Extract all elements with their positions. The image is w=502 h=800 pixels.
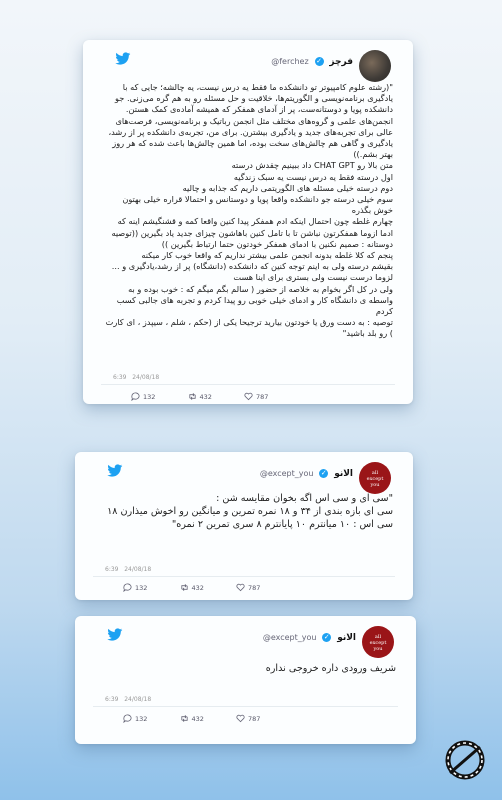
tweet-actions [123, 714, 290, 725]
avatar-text: you [370, 482, 380, 488]
user-info[interactable] [271, 57, 353, 67]
tweet-line: سی اس : ۱۰ میانترم ۱۰ پایانترم ۸ سری تمرین ۲ نمره" [171, 519, 393, 530]
divider [101, 384, 395, 385]
like-button[interactable] [244, 392, 268, 401]
tweet-header [107, 462, 391, 494]
reply-button[interactable] [131, 392, 155, 401]
twitter-bird-icon [107, 628, 123, 642]
tweet-header [107, 626, 394, 658]
tweet-line: بقیشم درسته ولی به اینم توجه کنین که دانشکده (دانشگاه) پر از رشد،یادگیری و ... لزوما درست نیست ولی بستری برای اینا هست [111, 261, 393, 283]
retweet-icon [180, 583, 189, 592]
reply-count: 132 [143, 392, 156, 401]
tweet-line: چهارم غلطه چون احتمال اینکه ادم همفکر پیدا کنین واقعا کمه و قشنگیشم اینه که ادما ازوما همفکرتون نباشن تا با تامل کنین باهاشون چیزای جدید یاد بگیرین ((توصیه دوستانه : صمیم نکنین با ادمای همفکر خودتون حتما ارتباط بگیرین )) [111, 216, 393, 249]
user-info[interactable] [260, 469, 353, 479]
user-handle: @except_you [259, 469, 314, 478]
reply-button[interactable] [123, 583, 147, 592]
channel-logo-icon [442, 737, 488, 783]
avatar[interactable] [359, 462, 391, 494]
avatar-text: you [373, 646, 383, 652]
tweet-text [95, 662, 396, 675]
retweet-icon [188, 392, 197, 401]
tweet-card[interactable] [75, 452, 413, 600]
divider [93, 706, 398, 707]
reply-icon [123, 583, 132, 592]
tweet-line: شریف ورودی داره خروجی نداره [265, 663, 396, 674]
user-name: الانو [337, 633, 356, 643]
retweet-icon [180, 714, 189, 723]
heart-icon [236, 583, 245, 592]
tweet-actions [131, 392, 298, 403]
tweet-line: سوم خیلی درسته جو دانشکده واقعا پویا و دوستانس و احتمالا قراره خیلی بهتون خوش بگذره [122, 194, 393, 216]
avatar[interactable] [362, 626, 394, 658]
reply-count: 132 [135, 714, 148, 723]
like-count: 787 [248, 714, 261, 723]
tweet-header [115, 50, 391, 82]
retweet-count: 432 [199, 392, 212, 401]
tweet-card[interactable] [75, 616, 416, 744]
reply-count: 132 [135, 583, 148, 592]
verified-badge-icon: ✓ [323, 633, 330, 641]
like-count: 787 [248, 583, 261, 592]
heart-icon [236, 714, 245, 723]
retweet-count: 432 [191, 583, 204, 592]
user-name: الانو [334, 469, 353, 479]
retweet-button[interactable] [180, 583, 204, 592]
avatar[interactable] [359, 50, 391, 82]
tweet-line: توصیه : به دست ورق یا خودتون بیارید ترجیحا یکی از (حکم ، شلم ، سیپدز ، ای کارت ) رو بلد باشید" [105, 317, 393, 339]
like-button[interactable] [236, 583, 260, 592]
tweet-line: اول درسته فقط یه درس نیست یه سبک زندگیه [233, 171, 393, 182]
tweet-card[interactable] [83, 40, 413, 404]
heart-icon [244, 392, 253, 401]
verified-badge-icon: ✓ [316, 57, 322, 65]
tweet-line: پنجم که کلا غلطه بدونه انجمن علمی بیشتر نداریم که واقعا خوب کار میکنه [141, 250, 393, 261]
retweet-button[interactable] [188, 392, 212, 401]
reply-icon [131, 392, 140, 401]
user-handle: @except_you [262, 633, 317, 642]
tweet-text [95, 492, 393, 531]
tweet-line: "سی ای و سی اس اگه بخوان مقایسه شن : [216, 493, 393, 504]
tweet-text [103, 82, 393, 340]
tweet-line: سی ای بازه بندی از ۳۴ و ۱۸ نمره تمرین و میانگین رو اخوش میذارن ۱۸ [107, 506, 393, 517]
user-name: فرچز [329, 57, 353, 67]
tweet-line: متن بالا رو CHAT GPT داد ببینیم چقدش درسته [231, 160, 393, 171]
tweet-line: ولی در کل اگر بخوام به خلاصه از حضور ( سالم بگم میگم که : خوب بوده و به واسطه ی دانشگاه کار و ادمای خیلی خوبی رو پیدا کردم و تجربه های جالبی کسب کردم [116, 283, 393, 317]
tweet-line: "(رشته علوم کامپیوتر تو دانشکده ما فقط یه درس نیست، یه چالشه؛ جایی که با یادگیری برنامه‌نویسی و الگوریتم‌ها، خلاقیت و حل مسئله رو به هم گره می‌زنی. جو دانشکده پویا و دوستانه‌ست، پر از آدمای همفکر که همیشه آماده‌ی کمک هستن. انجمن‌های علمی و گروه‌های مختلف مثل انجمن رباتیک و برنامه‌نویسی، فرصت‌های عالی برای تجربه‌های جدید و یادگیری بیشترن. برای من، تجربه‌ی دانشکده پر از رشد، یادگیری و گاهی هم چالش‌های سخت بوده، اما همین چالش‌ها باعث شده که هر روز بهتر بشم.)) [108, 82, 393, 160]
reply-icon [123, 714, 132, 723]
avatar-text: all [374, 634, 382, 640]
tweet-actions [123, 583, 290, 594]
avatar-text: except [369, 640, 387, 646]
divider [93, 576, 395, 577]
user-info[interactable] [263, 633, 356, 643]
avatar-text: except [366, 476, 384, 482]
user-handle: @ferchez [271, 57, 309, 66]
like-count: 787 [256, 392, 269, 401]
verified-badge-icon: ✓ [320, 469, 327, 477]
retweet-count: 432 [191, 714, 204, 723]
tweet-timestamp: 6:39 24/08/18 [105, 696, 152, 703]
reply-button[interactable] [123, 714, 147, 723]
twitter-bird-icon [107, 464, 123, 478]
twitter-bird-icon [115, 52, 131, 66]
retweet-button[interactable] [180, 714, 204, 723]
like-button[interactable] [236, 714, 260, 723]
avatar-text: all [371, 470, 379, 476]
tweet-timestamp: 6:39 24/08/18 [113, 374, 160, 381]
tweet-line: دوم درسته خیلی مسئله های الگوریتمی داریم که جذابه و چالیه [182, 182, 393, 193]
tweet-timestamp: 6:39 24/08/18 [105, 566, 152, 573]
